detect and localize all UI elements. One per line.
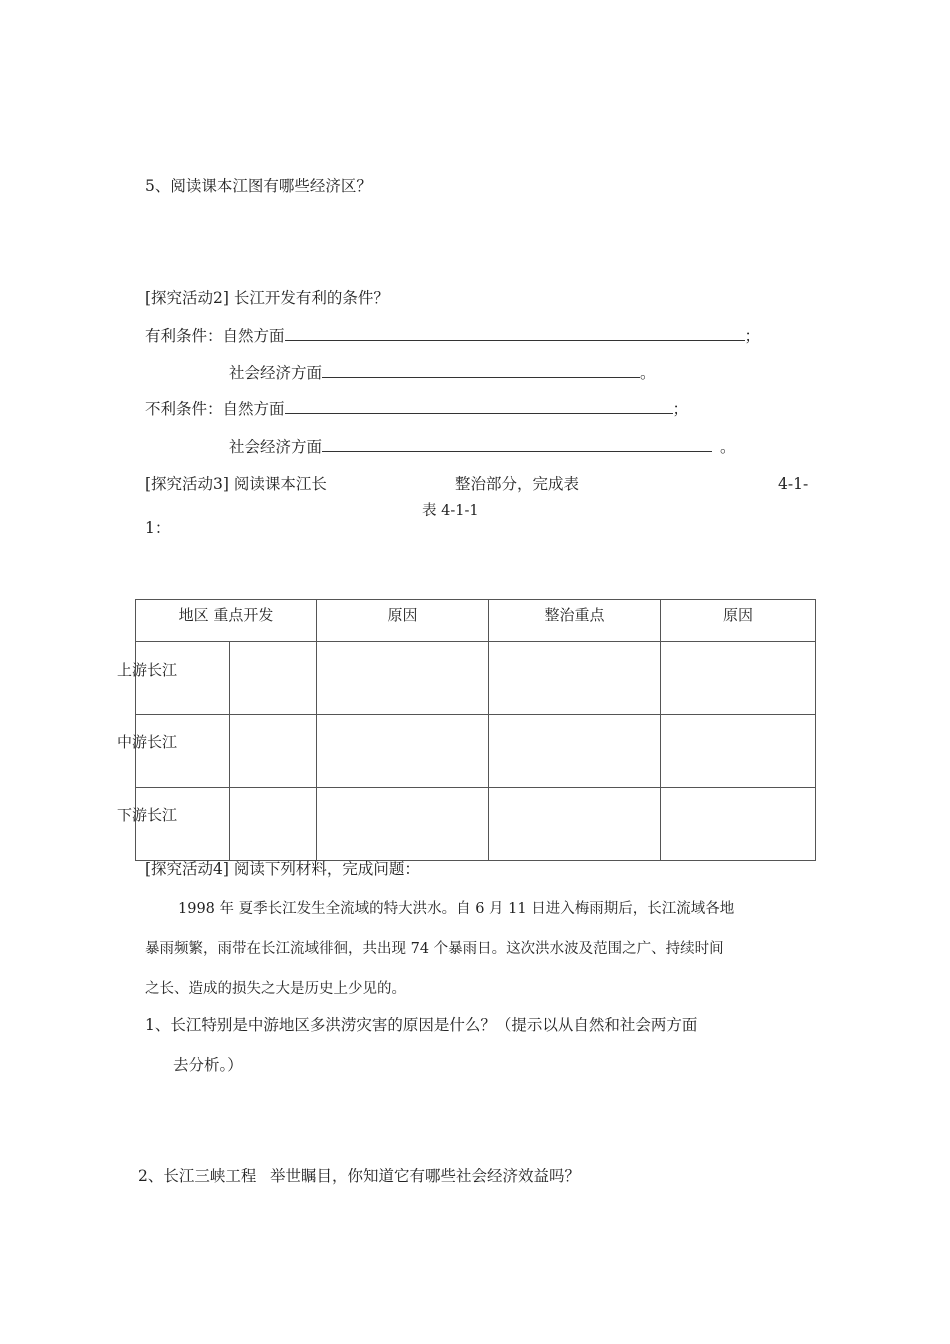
table-cell[interactable]: [317, 715, 489, 788]
header-region-focus: 地区 重点开发: [136, 600, 317, 642]
material-line-2: 暴雨频繁，雨带在长江流域徘徊，共出现 74 个暴雨日。这次洪水波及范围之广、持续时间: [145, 941, 724, 957]
header-reason-1: 原因: [317, 600, 489, 642]
question-2-part1: 2、长江三峡工程: [138, 1167, 257, 1185]
question-1-line-2: 去分析。）: [173, 1056, 243, 1074]
table-row: [136, 642, 816, 715]
activity-4-title: [探究活动4] 阅读下列材料，完成问题：: [145, 860, 420, 878]
favorable-socio-blank[interactable]: [322, 363, 640, 378]
planning-table: [135, 599, 816, 861]
table-row: [136, 715, 816, 788]
header-reason-2: 原因: [661, 600, 816, 642]
unfavorable-natural-end: ；: [672, 400, 689, 418]
table-row: [136, 788, 816, 861]
unfavorable-natural-label: 不利条件：自然方面: [145, 400, 285, 418]
material-line-1: 1998 年 夏季长江发生全流域的特大洪水。自 6 月 11 日进入梅雨期后，长江流域各地: [178, 901, 735, 917]
unfavorable-socio-line: [229, 437, 736, 457]
table-cell[interactable]: [489, 715, 661, 788]
row-label-upper: 上游长江: [117, 661, 178, 679]
favorable-socio-line: [229, 363, 656, 383]
table-cell[interactable]: [317, 642, 489, 715]
unfavorable-socio-blank[interactable]: [322, 437, 712, 452]
favorable-socio-label: 社会经济方面: [229, 364, 323, 382]
unfavorable-natural-blank[interactable]: [285, 399, 673, 414]
unfavorable-socio-end: 。: [720, 438, 736, 456]
activity-3-part4: 1：: [145, 519, 171, 537]
table-header-row: [136, 600, 816, 642]
question-5: 5、阅读课本江图有哪些经济区？: [145, 177, 372, 195]
unfavorable-socio-label: 社会经济方面: [229, 438, 323, 456]
header-governance-focus: 整治重点: [489, 600, 661, 642]
favorable-natural-end: ；: [744, 327, 761, 345]
favorable-natural-line: [145, 326, 760, 346]
activity-2-title: [探究活动2] 长江开发有利的条件？: [145, 289, 389, 307]
question-1-line-1: 1、长江特别是中游地区多洪涝灾害的原因是什么？（提示以从自然和社会两方面: [145, 1016, 698, 1034]
unfavorable-natural-line: [145, 399, 688, 419]
favorable-socio-end: 。: [640, 364, 656, 382]
table-cell[interactable]: [661, 642, 816, 715]
row-label-lower: 下游长江: [117, 806, 178, 824]
row-label-middle: 中游长江: [117, 733, 178, 751]
table-cell[interactable]: [661, 788, 816, 861]
question-2-part2: 举世瞩目，你知道它有哪些社会经济效益吗？: [270, 1167, 581, 1185]
material-line-3: 之长、造成的损失之大是历史上少见的。: [145, 981, 406, 997]
table-cell[interactable]: [489, 642, 661, 715]
activity-3-part1: [探究活动3] 阅读课本江长: [145, 475, 327, 493]
table-cell[interactable]: [661, 715, 816, 788]
activity-3-part2: 整治部分，完成表: [455, 475, 580, 493]
table-cell[interactable]: [317, 788, 489, 861]
favorable-natural-label: 有利条件：自然方面: [145, 327, 285, 345]
activity-3-part3: 4-1-: [778, 475, 809, 493]
table-cell[interactable]: [489, 788, 661, 861]
favorable-natural-blank[interactable]: [285, 326, 745, 341]
table-caption: 表 4-1-1: [422, 503, 479, 519]
